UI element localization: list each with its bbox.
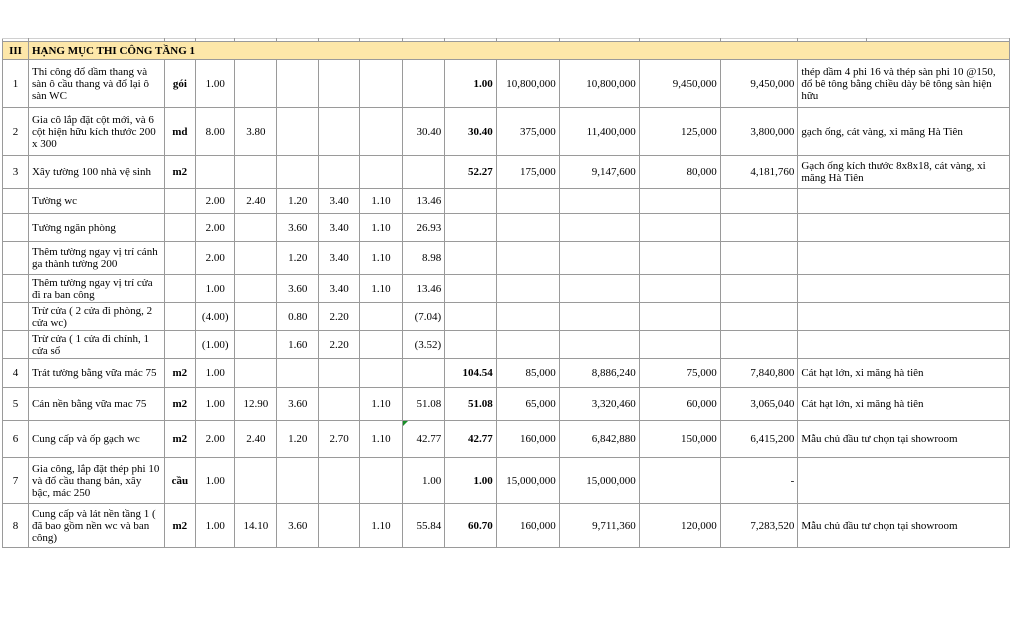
spreadsheet	[2, 38, 1010, 548]
cell-q3[interactable]: 1.60	[277, 331, 318, 359]
cell-desc[interactable]	[28, 458, 164, 504]
table-row[interactable]	[3, 359, 1010, 388]
table-row[interactable]	[3, 504, 1010, 548]
cell-q2[interactable]	[235, 156, 277, 189]
table-row[interactable]	[3, 60, 1010, 108]
cell-q3[interactable]: 1.20	[277, 189, 318, 214]
cell-q4[interactable]: 3.40	[318, 242, 359, 275]
cell-q5[interactable]	[360, 108, 402, 156]
item-description: Thêm tường ngay vị trí cửa đi ra ban công	[31, 276, 153, 301]
cell-a2[interactable]	[720, 275, 798, 303]
cell-note[interactable]	[798, 214, 1010, 242]
material-note: gạch ống, cát vàng, xi măng Hà Tiên	[801, 125, 963, 138]
cell-unit[interactable]: gói	[164, 60, 196, 108]
cell-a2[interactable]: 7,283,520	[720, 504, 798, 548]
cell-q5[interactable]: 1.10	[360, 242, 402, 275]
cell-unit[interactable]: m2	[164, 388, 196, 421]
table-row[interactable]	[3, 108, 1010, 156]
cell-a1[interactable]	[559, 189, 639, 214]
cell-note[interactable]	[798, 156, 1010, 189]
cell-qty[interactable]	[445, 214, 497, 242]
cell-unit[interactable]: m2	[164, 156, 196, 189]
cell-q3[interactable]	[277, 156, 318, 189]
cell-a1[interactable]: 10,800,000	[559, 60, 639, 108]
table-row[interactable]	[3, 303, 1010, 331]
cell-q2[interactable]	[235, 458, 277, 504]
item-description: Gia công, lắp đặt thép phi 10 và đổ cầu thang bản, xây bậc, mác 250	[31, 462, 160, 499]
table-row[interactable]	[3, 242, 1010, 275]
cell-note[interactable]	[798, 60, 1010, 108]
cell-q1[interactable]: 1.00	[196, 504, 235, 548]
cell-q5[interactable]	[360, 303, 402, 331]
cell-q4[interactable]: 2.20	[318, 303, 359, 331]
cell-q6[interactable]: (3.52)	[402, 331, 445, 359]
cell-desc[interactable]	[28, 60, 164, 108]
cell-q5[interactable]	[360, 458, 402, 504]
cell-p2[interactable]	[639, 458, 720, 504]
cell-p2[interactable]: 150,000	[639, 421, 720, 458]
table-row[interactable]	[3, 275, 1010, 303]
cell-p1[interactable]	[496, 275, 559, 303]
cell-no[interactable]	[3, 242, 29, 275]
cell-q4[interactable]	[318, 504, 359, 548]
cell-q2[interactable]: 2.40	[235, 421, 277, 458]
cell-desc[interactable]	[28, 303, 164, 331]
item-description: Trừ cửa ( 2 cửa đi phòng, 2 cửa wc)	[31, 304, 153, 329]
cell-unit[interactable]	[164, 331, 196, 359]
cell-p1[interactable]: 10,800,000	[496, 60, 559, 108]
cell-q2[interactable]	[235, 242, 277, 275]
cell-no[interactable]: 3	[3, 156, 29, 189]
item-description: Thi công đổ dầm thang và sàn ô cầu thang và đổ lại ô sàn WC	[31, 65, 149, 102]
cell-unit[interactable]: m2	[164, 421, 196, 458]
cell-q1[interactable]: 1.00	[196, 60, 235, 108]
cell-q3[interactable]: 3.60	[277, 214, 318, 242]
cell-p1[interactable]: 160,000	[496, 421, 559, 458]
cell-p2[interactable]	[639, 331, 720, 359]
cell-q1[interactable]: 8.00	[196, 108, 235, 156]
table-row[interactable]	[3, 388, 1010, 421]
cell-a1[interactable]: 9,147,600	[559, 156, 639, 189]
cell-q4[interactable]	[318, 359, 359, 388]
cell-unit[interactable]	[164, 303, 196, 331]
cell-q5[interactable]: 1.10	[360, 189, 402, 214]
cell-q1[interactable]: (1.00)	[196, 331, 235, 359]
cell-no[interactable]	[3, 275, 29, 303]
cell-no[interactable]	[3, 214, 29, 242]
cell-note[interactable]	[798, 108, 1010, 156]
cell-unit[interactable]: m2	[164, 504, 196, 548]
cell-q6[interactable]: 8.98	[402, 242, 445, 275]
cell-q1[interactable]: 2.00	[196, 242, 235, 275]
material-note: Mẫu chủ đầu tư chọn tại showroom	[801, 519, 958, 532]
material-note: Cát hạt lớn, xi măng hà tiên	[801, 367, 924, 379]
cell-q5[interactable]	[360, 359, 402, 388]
cell-q2[interactable]	[235, 303, 277, 331]
cell-a2[interactable]: 3,065,040	[720, 388, 798, 421]
cell-a1[interactable]	[559, 214, 639, 242]
cell-q3[interactable]: 3.60	[277, 388, 318, 421]
cell-q2[interactable]: 12.90	[235, 388, 277, 421]
material-note: thép dầm 4 phi 16 và thép sàn phi 10 @150, đổ bê tông bằng chiều dày bê tông sàn hiện hữu	[801, 65, 996, 102]
item-description: Thêm tường ngay vị trí cánh ga thành tường 200	[31, 246, 158, 270]
cell-no[interactable]	[3, 303, 29, 331]
item-description: Cung cấp và ốp gạch wc	[31, 433, 140, 445]
cell-unit[interactable]	[164, 275, 196, 303]
cell-desc[interactable]	[28, 504, 164, 548]
cell-q6[interactable]: (7.04)	[402, 303, 445, 331]
cell-q5[interactable]: 1.10	[360, 388, 402, 421]
cell-q6[interactable]: 55.84	[402, 504, 445, 548]
cell-q5[interactable]	[360, 60, 402, 108]
cell-note[interactable]	[798, 388, 1010, 421]
cell-q6[interactable]: 1.00	[402, 458, 445, 504]
cell-qty[interactable]: 104.54	[445, 359, 497, 388]
cell-q6[interactable]	[402, 156, 445, 189]
cell-a2[interactable]	[720, 242, 798, 275]
cell-p1[interactable]: 85,000	[496, 359, 559, 388]
item-description: Gia cô lắp đặt cột mới, và 6 cột hiện hữu kích thước 200 x 300	[31, 113, 156, 150]
cell-qty[interactable]	[445, 331, 497, 359]
cell-a2[interactable]	[720, 331, 798, 359]
cell-p2[interactable]	[639, 275, 720, 303]
cell-qty[interactable]	[445, 303, 497, 331]
cell-no[interactable]: 5	[3, 388, 29, 421]
cell-a1[interactable]	[559, 275, 639, 303]
material-note: Gạch ống kích thước 8x8x18, cát vàng, xi măng Hà Tiên	[801, 160, 986, 184]
cell-q4[interactable]: 3.40	[318, 214, 359, 242]
cell-a2[interactable]	[720, 214, 798, 242]
cell-a1[interactable]: 15,000,000	[559, 458, 639, 504]
cell-q3[interactable]	[277, 60, 318, 108]
cell-note[interactable]	[798, 303, 1010, 331]
cell-qty[interactable]: 1.00	[445, 458, 497, 504]
cell-a2[interactable]: 4,181,760	[720, 156, 798, 189]
cell-q6[interactable]: 26.93	[402, 214, 445, 242]
cell-note[interactable]	[798, 359, 1010, 388]
item-description: Cung cấp và lát nền tầng 1 ( đã bao gồm nền wc và ban công)	[31, 507, 156, 544]
cell-q2[interactable]	[235, 275, 277, 303]
table-row[interactable]	[3, 214, 1010, 242]
item-description: Xây tường 100 nhà vệ sinh	[31, 166, 151, 178]
cell-desc[interactable]	[28, 421, 164, 458]
cell-qty[interactable]	[445, 189, 497, 214]
item-description: Cán nền bằng vữa mac 75	[31, 398, 147, 410]
cell-qty[interactable]: 1.00	[445, 60, 497, 108]
cell-q1[interactable]: 2.00	[196, 214, 235, 242]
cell-p1[interactable]: 375,000	[496, 108, 559, 156]
cell-q1[interactable]: 1.00	[196, 388, 235, 421]
cell-p1[interactable]	[496, 214, 559, 242]
cell-note[interactable]	[798, 331, 1010, 359]
cell-q1[interactable]: 1.00	[196, 458, 235, 504]
cell-q5[interactable]: 1.10	[360, 275, 402, 303]
table-row[interactable]	[3, 331, 1010, 359]
cell-q4[interactable]: 3.40	[318, 189, 359, 214]
cell-p1[interactable]	[496, 189, 559, 214]
cell-q3[interactable]: 0.80	[277, 303, 318, 331]
cell-a2[interactable]: 6,415,200	[720, 421, 798, 458]
cell-unit[interactable]	[164, 214, 196, 242]
cell-no[interactable]: 7	[3, 458, 29, 504]
item-description: Tường wc	[31, 195, 78, 207]
cell-p1[interactable]	[496, 303, 559, 331]
cell-a1[interactable]	[559, 242, 639, 275]
cell-qty[interactable]	[445, 242, 497, 275]
cell-q2[interactable]: 3.80	[235, 108, 277, 156]
cell-q6[interactable]: 51.08	[402, 388, 445, 421]
cell-q5[interactable]: 1.10	[360, 421, 402, 458]
item-description: Trát tường bằng vữa mác 75	[31, 367, 157, 379]
cell-note[interactable]	[798, 275, 1010, 303]
cell-q4[interactable]: 2.20	[318, 331, 359, 359]
cell-p2[interactable]	[639, 189, 720, 214]
table-row[interactable]	[3, 458, 1010, 504]
cell-a1[interactable]: 8,886,240	[559, 359, 639, 388]
cell-q1[interactable]	[196, 156, 235, 189]
material-note: Mẫu chủ đầu tư chọn tại showroom	[801, 433, 958, 445]
table-row[interactable]	[3, 156, 1010, 189]
cell-note[interactable]	[798, 421, 1010, 458]
cell-q4[interactable]	[318, 458, 359, 504]
cell-unit[interactable]	[164, 189, 196, 214]
cell-p2[interactable]	[639, 214, 720, 242]
cell-qty[interactable]: 51.08	[445, 388, 497, 421]
cell-desc[interactable]	[28, 108, 164, 156]
cell-q1[interactable]: 1.00	[196, 359, 235, 388]
cell-desc[interactable]	[28, 214, 164, 242]
cell-qty[interactable]: 60.70	[445, 504, 497, 548]
cell-p1[interactable]: 175,000	[496, 156, 559, 189]
cell-p2[interactable]: 9,450,000	[639, 60, 720, 108]
cell-qty[interactable]	[445, 275, 497, 303]
cell-no[interactable]: 1	[3, 60, 29, 108]
cell-qty[interactable]: 42.77	[445, 421, 497, 458]
cell-q6[interactable]: 13.46	[402, 189, 445, 214]
cell-p2[interactable]	[639, 242, 720, 275]
cell-p1[interactable]	[496, 331, 559, 359]
cell-desc[interactable]	[28, 275, 164, 303]
cell-a2[interactable]: -	[720, 458, 798, 504]
section-header-row[interactable]	[3, 42, 1010, 60]
cell-q3[interactable]: 3.60	[277, 504, 318, 548]
cell-no[interactable]	[3, 331, 29, 359]
cell-note[interactable]	[798, 189, 1010, 214]
cell-p2[interactable]: 60,000	[639, 388, 720, 421]
cell-q3[interactable]	[277, 458, 318, 504]
cell-q1[interactable]: 2.00	[196, 421, 235, 458]
cell-q4[interactable]	[318, 108, 359, 156]
cell-q6[interactable]	[402, 359, 445, 388]
cell-a2[interactable]: 3,800,000	[720, 108, 798, 156]
cell-p1[interactable]: 15,000,000	[496, 458, 559, 504]
cell-a1[interactable]: 9,711,360	[559, 504, 639, 548]
section-title[interactable]: HẠNG MỤC THI CÔNG TẦNG 1	[28, 42, 1009, 60]
cell-q4[interactable]	[318, 388, 359, 421]
cell-q4[interactable]	[318, 156, 359, 189]
cell-q4[interactable]: 3.40	[318, 275, 359, 303]
cell-unit[interactable]: cầu	[164, 458, 196, 504]
cell-note[interactable]	[798, 504, 1010, 548]
cell-desc[interactable]	[28, 388, 164, 421]
cell-no[interactable]: 6	[3, 421, 29, 458]
cell-q5[interactable]: 1.10	[360, 504, 402, 548]
cell-q3[interactable]: 3.60	[277, 275, 318, 303]
cell-desc[interactable]	[28, 359, 164, 388]
cell-unit[interactable]: md	[164, 108, 196, 156]
cell-q3[interactable]	[277, 108, 318, 156]
cell-a2[interactable]: 9,450,000	[720, 60, 798, 108]
cell-a1[interactable]: 6,842,880	[559, 421, 639, 458]
cell-p2[interactable]	[639, 303, 720, 331]
cell-a1[interactable]	[559, 303, 639, 331]
cell-no[interactable]: 2	[3, 108, 29, 156]
cell-q2[interactable]	[235, 331, 277, 359]
estimate-table	[2, 38, 1010, 548]
cell-desc[interactable]	[28, 189, 164, 214]
cell-p2[interactable]: 80,000	[639, 156, 720, 189]
cell-desc[interactable]	[28, 331, 164, 359]
cell-p2[interactable]: 120,000	[639, 504, 720, 548]
cell-no[interactable]: 4	[3, 359, 29, 388]
cell-p2[interactable]: 75,000	[639, 359, 720, 388]
cell-q1[interactable]: 1.00	[196, 275, 235, 303]
cell-q1[interactable]: 2.00	[196, 189, 235, 214]
cell-q2[interactable]	[235, 60, 277, 108]
cell-q3[interactable]: 1.20	[277, 242, 318, 275]
cell-q2[interactable]: 2.40	[235, 189, 277, 214]
cell-unit[interactable]	[164, 242, 196, 275]
cell-q5[interactable]	[360, 331, 402, 359]
cell-note[interactable]	[798, 458, 1010, 504]
cell-q2[interactable]: 14.10	[235, 504, 277, 548]
cell-q2[interactable]	[235, 359, 277, 388]
item-description: Tường ngăn phòng	[31, 221, 116, 234]
table-row[interactable]	[3, 189, 1010, 214]
cell-q5[interactable]	[360, 156, 402, 189]
cell-a2[interactable]: 7,840,800	[720, 359, 798, 388]
cell-a2[interactable]	[720, 303, 798, 331]
cell-p1[interactable]: 65,000	[496, 388, 559, 421]
cell-qty[interactable]: 30.40	[445, 108, 497, 156]
cell-a1[interactable]: 3,320,460	[559, 388, 639, 421]
cell-q6[interactable]: 30.40	[402, 108, 445, 156]
cell-q3[interactable]	[277, 359, 318, 388]
material-note: Cát hạt lớn, xi măng hà tiên	[801, 398, 924, 410]
table-row[interactable]	[3, 421, 1010, 458]
cell-note[interactable]	[798, 242, 1010, 275]
cell-p2[interactable]: 125,000	[639, 108, 720, 156]
cell-q6[interactable]: 13.46	[402, 275, 445, 303]
cell-no[interactable]: 8	[3, 504, 29, 548]
cell-a1[interactable]	[559, 331, 639, 359]
cell-q3[interactable]: 1.20	[277, 421, 318, 458]
cell-q2[interactable]	[235, 214, 277, 242]
cell-no[interactable]	[3, 189, 29, 214]
cell-a1[interactable]: 11,400,000	[559, 108, 639, 156]
cell-p1[interactable]	[496, 242, 559, 275]
cell-q4[interactable]	[318, 60, 359, 108]
cell-q6[interactable]: 42.77	[402, 421, 445, 458]
cell-p1[interactable]: 160,000	[496, 504, 559, 548]
cell-q6[interactable]	[402, 60, 445, 108]
cell-q1[interactable]: (4.00)	[196, 303, 235, 331]
cell-a2[interactable]	[720, 189, 798, 214]
cell-desc[interactable]	[28, 156, 164, 189]
item-description: Trừ cửa ( 1 cửa đi chính, 1 cửa sổ	[31, 332, 150, 357]
cell-desc[interactable]	[28, 242, 164, 275]
cell-unit[interactable]: m2	[164, 359, 196, 388]
section-number[interactable]: III	[3, 42, 29, 60]
cell-q5[interactable]: 1.10	[360, 214, 402, 242]
cell-qty[interactable]: 52.27	[445, 156, 497, 189]
cell-q4[interactable]: 2.70	[318, 421, 359, 458]
